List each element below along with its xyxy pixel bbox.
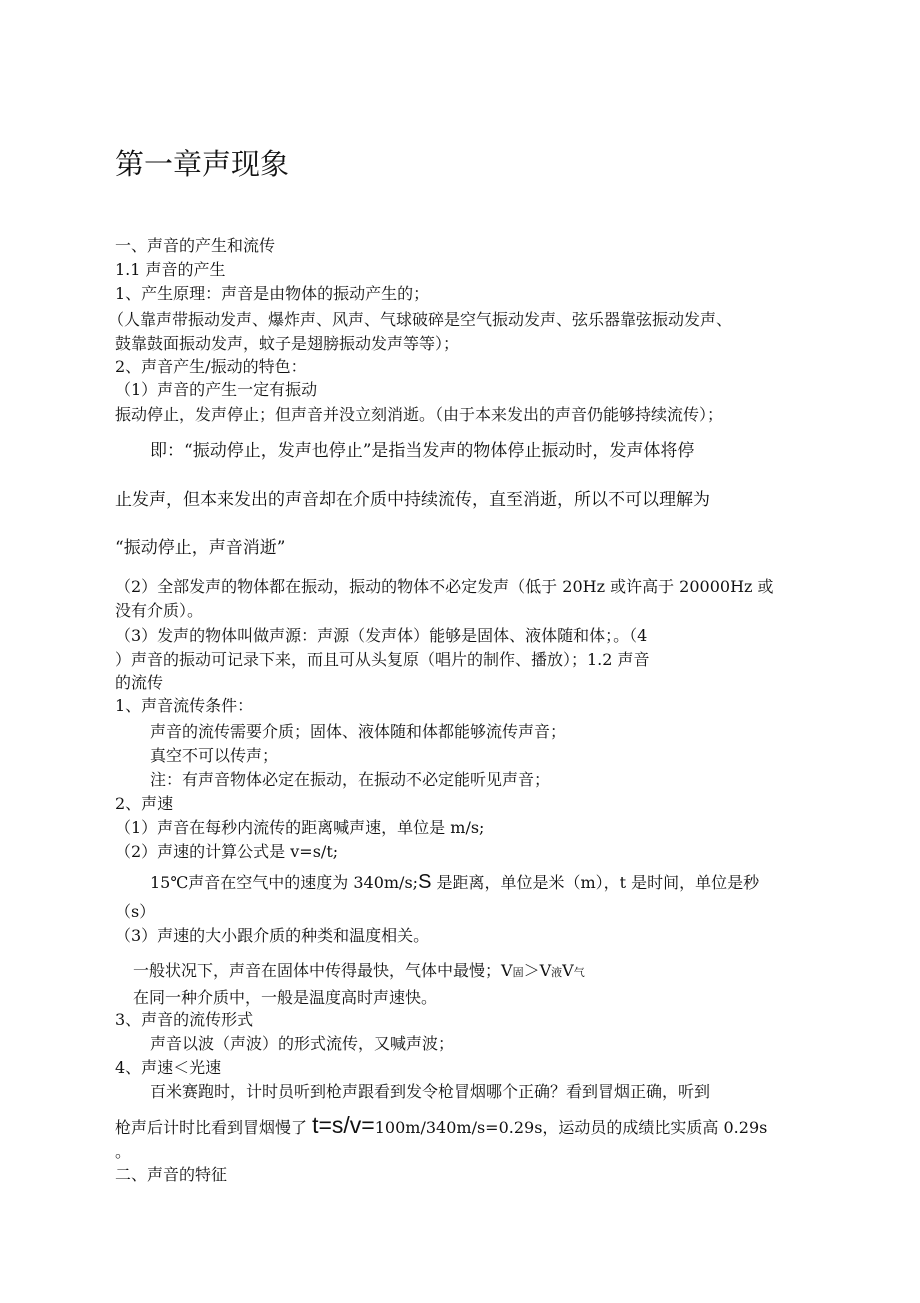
text-segment: 气 [573, 966, 585, 979]
text-line [115, 1112, 767, 1141]
text-line: 声音的流传需要介质；固体、液体随和体都能够流传声音； [150, 722, 567, 741]
text-line: 1、声音流传条件： [115, 696, 254, 715]
text-line: 百米赛跑时，计时员听到枪声跟看到发令枪冒烟哪个正确？看到冒烟正确，听到 [150, 1082, 711, 1101]
chapter-title: 第一章声现象 [115, 147, 290, 181]
text-line: 注：有声音物体必定在振动，在振动不必定能听见声音； [150, 770, 551, 789]
text-line: （1）声音的产生一定有振动 [115, 380, 318, 399]
text-line: （人靠声带振动发声、爆炸声、风声、气球破碎是空气振动发声、弦乐器靠弦振动发声、 [108, 310, 733, 329]
text-line: 声音以波（声波）的形式流传，又喊声波； [150, 1034, 455, 1053]
text-line: 即：“振动停止，发声也停止”是指当发声的物体停止振动时，发声体将停 [150, 441, 695, 461]
text-line: 振动停止，发声停止；但声音并没立刻消逝。（由于本来发出的声音仍能够持续流传）； [115, 405, 724, 424]
text-segment: 一般状况下，声音在固体中传得最快，气体中最慢；V [133, 961, 513, 980]
text-segment: 固 [512, 966, 524, 979]
text-line [150, 872, 759, 893]
text-segment: 100m/340m/s=0.29s，运动员的成绩比实质高 0.29s [374, 1118, 768, 1137]
text-line: 的流传 [115, 673, 164, 692]
text-segment: 液 [551, 966, 563, 979]
text-line: 。 [115, 1142, 132, 1161]
formula: t=s/v= [312, 1112, 375, 1138]
text-line: （2）声速的计算公式是 v=s/t; [115, 842, 339, 861]
text-line: （3）声速的大小跟介质的种类和温度相关。 [115, 926, 430, 945]
section-heading: 二、声音的特征 [115, 1165, 228, 1184]
text-line: 没有介质）。 [115, 601, 204, 620]
text-line: 3、声音的流传形式 [115, 1010, 254, 1029]
text-segment: 枪声后计时比看到冒烟慢了 [115, 1118, 313, 1137]
text-line: 2、声音产生/振动的特色： [115, 357, 307, 376]
text-line: 4、声速＜光速 [115, 1058, 222, 1077]
text-line [133, 961, 585, 983]
text-line: （s） [115, 902, 156, 921]
text-line: 真空不可以传声； [150, 746, 279, 765]
text-segment: 15℃声音在空气中的速度为 340m/s; [150, 873, 419, 892]
text-line: （2）全部发声的物体都在振动，振动的物体不必定发声（低于 20Hz 或许高于 20000Hz 或 [115, 577, 774, 596]
text-line: （3）发声的物体叫做声源：声源（发声体）能够是固体、液体随和体；。（4 [115, 626, 648, 645]
text-line: 1、产生原理：声音是由物体的振动产生的； [115, 284, 430, 303]
text-line: ）声音的振动可记录下来，而且可从头复原（唱片的制作、播放）；1.2 声音 [115, 650, 650, 669]
subsection-heading: 1.1 声音的产生 [115, 260, 226, 279]
text-line: 在同一种介质中，一般是温度高时声速快。 [133, 988, 438, 1007]
text-line: “振动停止，声音消逝” [115, 538, 286, 558]
text-segment: V [562, 961, 574, 980]
text-line: 止发声，但本来发出的声音却在介质中持续流传，直至消逝，所以不可以理解为 [115, 490, 710, 510]
text-segment: 是距离，单位是米（m），t 是时间，单位是秒 [431, 873, 760, 892]
text-line: 鼓靠鼓面振动发声，蚊子是翅膀振动发声等等）； [115, 334, 460, 353]
text-segment: ＞V [523, 961, 552, 980]
text-line: （1）声音在每秒内流传的距离喊声速，单位是 m/s; [115, 818, 485, 837]
section-heading: 一、声音的产生和流传 [115, 236, 276, 255]
text-segment: S [418, 871, 432, 893]
text-line: 2、声速 [115, 794, 174, 813]
